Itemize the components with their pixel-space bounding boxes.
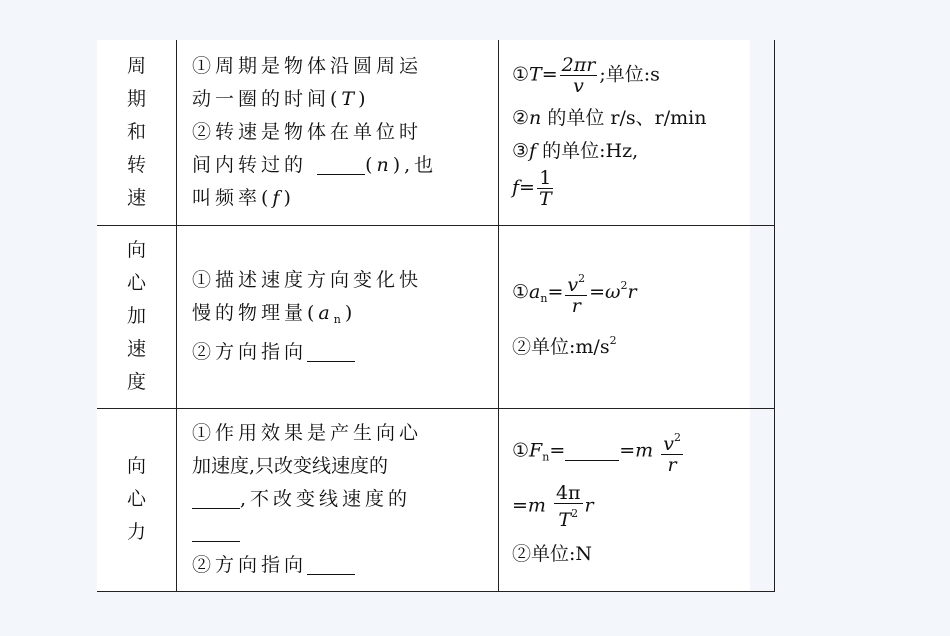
concept-line: ①描述速度方向变化快 [192, 269, 423, 291]
title-char: 向 [126, 239, 146, 261]
fill-blank[interactable] [565, 440, 619, 461]
formula-period: ①T= $\frac{2\pi r}{v}$ ;单位:s [512, 54, 660, 98]
concept-line: ,不改变线速度的 [192, 483, 498, 516]
formula-force-period: =m $\frac{4\pi}{T^2}$ r [512, 482, 594, 531]
title-char: 期 [126, 87, 146, 110]
concept-line: 动一圈的时间(T) [192, 87, 370, 110]
fill-blank[interactable] [307, 341, 355, 362]
fill-blank[interactable] [192, 488, 240, 509]
concept-centripetal-acceleration [177, 225, 499, 408]
formula-frequency-unit: ③f 的单位:Hz, [512, 140, 639, 163]
title-char: 心 [126, 488, 146, 510]
concept-centripetal-force [177, 408, 499, 591]
fraction: $\frac{v^2}{r}$ [565, 269, 587, 316]
fill-blank[interactable] [307, 554, 355, 575]
formula-centripetal-force [499, 408, 775, 591]
concept-line [192, 516, 498, 549]
fill-blank[interactable] [192, 521, 240, 542]
row-title-period-speed [97, 40, 177, 225]
fraction: $\frac{1}{T}$ [538, 167, 552, 211]
formula-acceleration-unit: ②单位$:m/s^2$ [512, 334, 617, 359]
formula-force: $①F_n= =m$ $\frac{v^2}{r}$ [512, 428, 774, 475]
circular-motion-table [97, 40, 775, 592]
formula-force-unit: ②单位:N [512, 543, 593, 565]
fill-blank[interactable] [317, 154, 365, 175]
title-char: 加 [126, 305, 146, 327]
formula-period-speed [499, 40, 775, 225]
table-row-centripetal-force [97, 408, 775, 591]
title-char: 向 [126, 455, 146, 477]
title-char: 度 [126, 371, 146, 393]
table-row-centripetal-acceleration [97, 225, 775, 408]
formula-frequency: f= $\frac{1}{T}$ [512, 167, 552, 211]
title-char: 速 [126, 338, 146, 360]
concept-line: 间内转过的 (n),也 [192, 153, 438, 176]
row-title-centripetal-force [97, 408, 177, 591]
fraction: $\frac{2\pi r}{v}$ [561, 54, 596, 98]
knowledge-table-sheet [97, 40, 750, 592]
table-row-period-speed [97, 40, 775, 225]
row-title-centripetal-acceleration [97, 225, 177, 408]
concept-line: ②方向指向 [192, 549, 498, 582]
concept-period-speed [177, 40, 499, 225]
formula-speed-unit: ②n 的单位 r/s、r/min [512, 107, 707, 130]
fraction: $\frac{v^2}{r}$ [661, 428, 683, 475]
concept-line: ②转速是物体在单位时 [192, 120, 423, 143]
title-char: 力 [126, 521, 146, 543]
fraction: $\frac{4\pi}{T^2}$ [555, 482, 581, 531]
formula-centripetal-acceleration [499, 225, 775, 408]
title-char: 周 [126, 54, 146, 77]
concept-line: 慢的物理量$(a_n)$ [192, 302, 357, 326]
formula-acceleration: $①a_n=$ $\frac{v^2}{r}$ $=\omega^2r$ [512, 269, 774, 317]
title-char: 心 [126, 272, 146, 294]
concept-line: 加速度,只改变线速度的 [192, 455, 389, 477]
title-char: 速 [126, 186, 146, 209]
title-char: 和 [126, 120, 146, 143]
concept-line: ①周期是物体沿圆周运 [192, 54, 423, 77]
concept-line: 叫频率(f) [192, 186, 295, 209]
title-char: 转 [126, 153, 146, 176]
concept-line: ②方向指向 [192, 336, 498, 369]
concept-line: ①作用效果是产生向心 [192, 422, 423, 444]
